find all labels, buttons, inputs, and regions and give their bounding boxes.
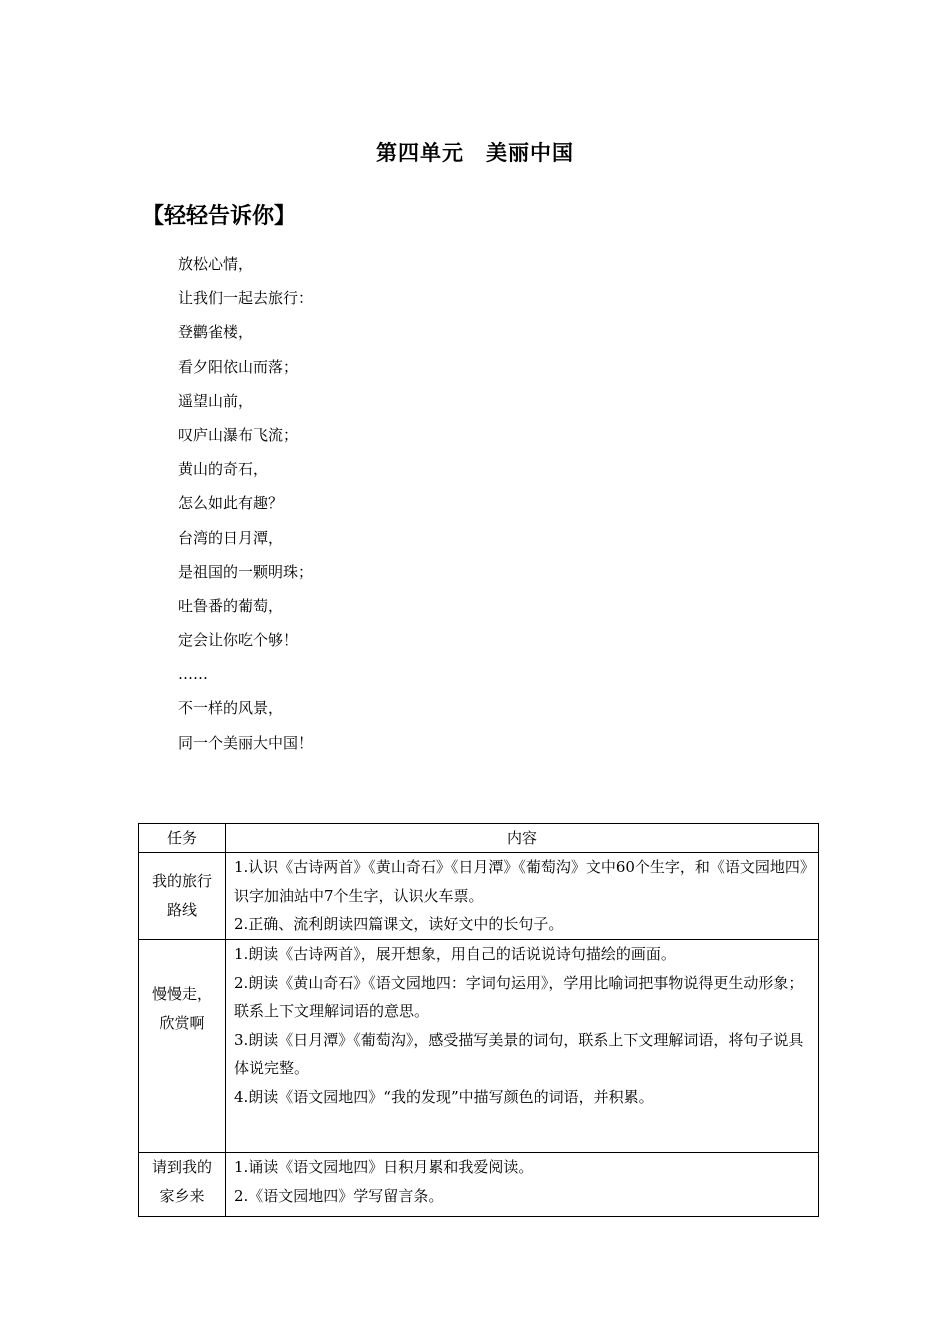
poem-line: 看夕阳依山而落； bbox=[178, 357, 299, 376]
poem-line: 怎么如此有趣？ bbox=[178, 494, 284, 513]
header-task: 任务 bbox=[139, 824, 226, 853]
table-row bbox=[139, 940, 819, 1153]
poem-line: 同一个美丽大中国！ bbox=[178, 733, 314, 752]
content-item: 1.朗读《古诗两首》，展开想象，用自己的话说说诗句描绘的画面。 bbox=[234, 945, 676, 963]
poem-line: 不一样的风景， bbox=[178, 699, 284, 718]
task-label: 慢慢走， bbox=[151, 985, 212, 1003]
poem-line: 遥望山前， bbox=[178, 391, 254, 410]
table-header-row bbox=[139, 824, 819, 853]
task-label: 欣赏啊 bbox=[159, 1014, 205, 1032]
section-heading: 【轻轻告诉你】 bbox=[142, 204, 297, 229]
poem bbox=[178, 250, 678, 763]
content-item: 1.诵读《语文园地四》日积月累和我爱阅读。 bbox=[234, 1158, 534, 1176]
content-item: 2.正确、流利朗读四篇课文，读好文中的长句子。 bbox=[234, 915, 564, 933]
task-label: 家乡来 bbox=[159, 1187, 205, 1205]
content-item: 3.朗读《日月潭》《葡萄沟》，感受描写美景的词句，联系上下文理解词语，将句子说具体说完整。 bbox=[234, 1030, 804, 1077]
poem-line: 放松心情， bbox=[178, 255, 254, 273]
content-cell bbox=[226, 1153, 819, 1217]
task-cell bbox=[139, 853, 226, 940]
task-label: 我的旅行 bbox=[151, 872, 212, 890]
content-item: 1.认识《古诗两首》《黄山奇石》《日月潭》《葡萄沟》文中60个生字，和《语文园地四》识字加油站中7个生字，认识火车票。 bbox=[234, 858, 808, 905]
task-table bbox=[138, 823, 819, 1217]
content-item: 4.朗读《语文园地四》“我的发现”中描写颜色的词语，并积累。 bbox=[234, 1087, 654, 1106]
task-cell bbox=[139, 1153, 226, 1217]
poem-line: 登鹳雀楼， bbox=[178, 323, 254, 342]
poem-line: 台湾的日月潭， bbox=[178, 528, 284, 547]
task-label: 请到我的 bbox=[151, 1158, 212, 1176]
task-label: 路线 bbox=[166, 901, 197, 919]
table-row bbox=[139, 853, 819, 940]
task-cell bbox=[139, 940, 226, 1153]
header-content: 内容 bbox=[226, 824, 819, 853]
table-row bbox=[139, 1153, 819, 1217]
poem-line: 是祖国的一颗明珠； bbox=[178, 562, 314, 581]
poem-line: 定会让你吃个够！ bbox=[178, 631, 299, 650]
poem-line: …… bbox=[178, 665, 208, 684]
content-cell bbox=[226, 940, 819, 1153]
page-title: 第四单元 美丽中国 bbox=[376, 141, 574, 165]
content-item: 2.朗读《黄山奇石》《语文园地四：字词句运用》，学用比喻词把事物说得更生动形象；联系上下文理解词语的意思。 bbox=[234, 973, 804, 1020]
poem-line: 让我们一起去旅行： bbox=[178, 289, 314, 308]
content-cell bbox=[226, 853, 819, 940]
poem-line: 吐鲁番的葡萄， bbox=[178, 596, 284, 615]
poem-line: 叹庐山瀑布飞流； bbox=[178, 425, 299, 444]
content-item: 2.《语文园地四》学写留言条。 bbox=[234, 1186, 444, 1205]
poem-line: 黄山的奇石， bbox=[178, 460, 269, 479]
